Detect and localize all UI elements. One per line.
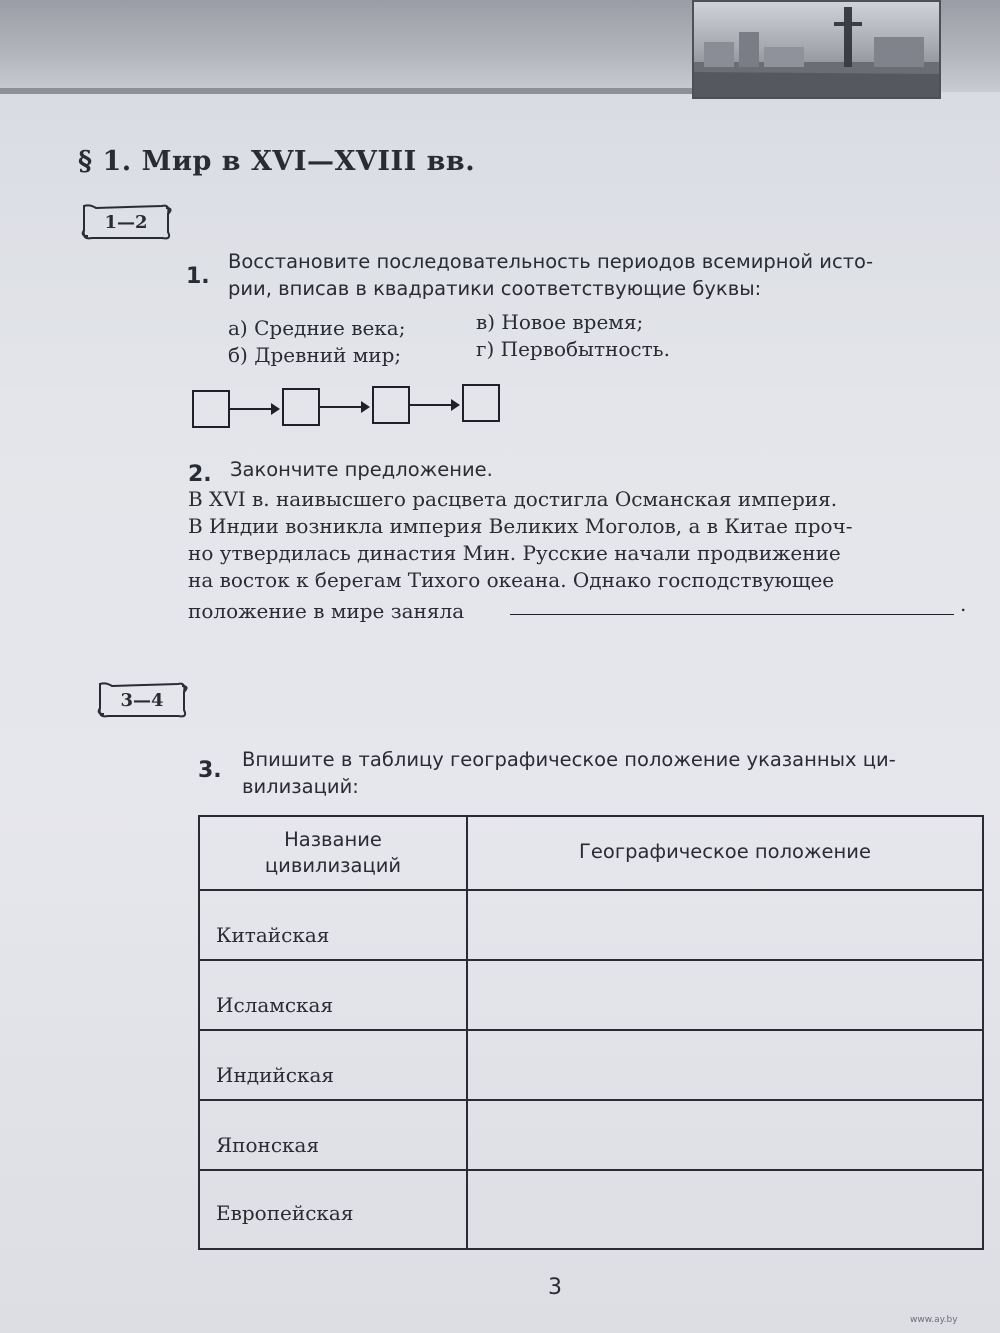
table-header-location: Географическое положение xyxy=(579,840,871,863)
answer-cell-islamic[interactable] xyxy=(470,961,980,1027)
header-photo xyxy=(692,0,941,99)
answer-box-3[interactable] xyxy=(372,386,410,424)
task-2-number: 2. xyxy=(188,462,212,487)
task-2-line-5: положение в мире заняла xyxy=(188,599,465,623)
task-1-option-b: б) Древний мир; xyxy=(228,343,402,367)
task-1-text-line-2: рии, вписав в квадратики соответствующие буквы: xyxy=(228,277,762,300)
table-row-label: Индийская xyxy=(216,1063,334,1087)
answer-box-4[interactable] xyxy=(462,384,500,422)
section-title: § 1. Мир в XVI—XVIII вв. xyxy=(78,146,476,177)
table-column-divider xyxy=(466,817,468,1248)
lesson-badge-3-4: 3—4 xyxy=(94,680,190,720)
answer-cell-china[interactable] xyxy=(470,891,980,957)
answer-end-mark: . xyxy=(960,592,967,616)
arrow-2-icon xyxy=(320,406,368,408)
harbor-photo-icon xyxy=(694,2,939,97)
arrow-1-icon xyxy=(230,408,278,410)
task-2-line-3: но утвердилась династия Мин. Русские начали продвижение xyxy=(188,541,841,565)
lesson-badge-1-2: 1—2 xyxy=(78,202,174,242)
task-2-heading: Закончите предложение. xyxy=(230,458,493,481)
task-1-option-a: а) Средние века; xyxy=(228,316,406,340)
task-3-number: 3. xyxy=(198,758,222,783)
table-header-name: Название цивилизаций xyxy=(264,828,402,877)
header-band-edge xyxy=(0,88,700,94)
civilizations-table xyxy=(198,815,984,1250)
answer-line[interactable] xyxy=(510,614,954,615)
answer-cell-european[interactable] xyxy=(470,1171,980,1247)
answer-cell-indian[interactable] xyxy=(470,1031,980,1097)
task-1-number: 1. xyxy=(186,264,210,289)
arrow-3-icon xyxy=(410,404,458,406)
watermark: www.ay.by xyxy=(910,1315,958,1325)
task-1-option-c: в) Новое время; xyxy=(476,310,644,334)
table-row-label: Китайская xyxy=(216,923,330,947)
table-row-label: Европейская xyxy=(216,1201,354,1225)
task-3-text-line-2: вилизаций: xyxy=(242,775,359,798)
table-row-label: Японская xyxy=(216,1133,320,1157)
page-number: 3 xyxy=(548,1275,562,1300)
task-2-line-1: В XVI в. наивысшего расцвета достигла Османская империя. xyxy=(188,487,838,511)
answer-cell-japanese[interactable] xyxy=(470,1101,980,1167)
task-1-option-d: г) Первобытность. xyxy=(476,337,670,361)
task-3-text-line-1: Впишите в таблицу географическое положение указанных ци- xyxy=(242,748,896,771)
task-2-line-2: В Индии возникла империя Великих Моголов, а в Китае проч- xyxy=(188,514,853,538)
answer-box-2[interactable] xyxy=(282,388,320,426)
answer-box-1[interactable] xyxy=(192,390,230,428)
task-2-line-4: на восток к берегам Тихого океана. Однако господствующее xyxy=(188,568,835,592)
table-row-label: Исламская xyxy=(216,993,334,1017)
task-1-text-line-1: Восстановите последовательность периодов всемирной исто- xyxy=(228,250,874,273)
